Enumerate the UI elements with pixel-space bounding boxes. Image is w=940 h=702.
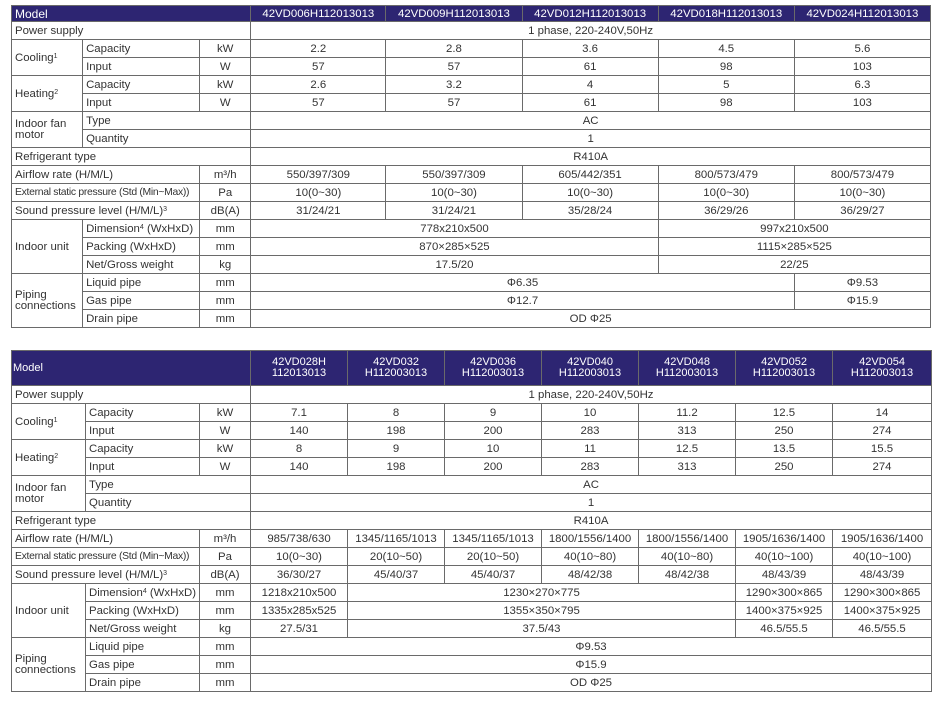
cell-value: 10(0~30) [658,184,794,202]
unit: mm [200,274,251,292]
cell-value: 1 [251,130,931,148]
cell-value: 57 [386,58,522,76]
row-label: Input [86,458,200,476]
cell-value: 1345/1165/1013 [445,530,542,548]
refrigerant-row [12,148,931,166]
row-label: Power supply [12,386,251,404]
row-label: Quantity [86,494,251,512]
cell-value: 103 [794,58,930,76]
cell-value: 48/42/38 [639,566,736,584]
sound-row [12,566,932,584]
cell-value: 12.5 [736,404,833,422]
group-label-piping: Piping connections [12,274,83,328]
model-name: 42VD040 H112003013 [542,351,639,386]
fan-type-row [12,112,931,130]
cell-value: 15.5 [833,440,932,458]
cell-value: OD Φ25 [251,310,931,328]
cell-value: 997x210x500 [658,220,930,238]
cell-value: 10(0~30) [251,184,386,202]
gas-pipe-row [12,292,931,310]
unit: m³/h [200,530,251,548]
row-label: Refrigerant type [12,512,251,530]
cell-value: 4.5 [658,40,794,58]
cell-value: 250 [736,458,833,476]
cell-value: 1800/1556/1400 [542,530,639,548]
cell-value: 274 [833,458,932,476]
liquid-pipe-row [12,274,931,292]
cell-value: 6.3 [794,76,930,94]
cell-value: 1905/1636/1400 [736,530,833,548]
model-name: 42VD054 H112003013 [833,351,932,386]
gas-pipe-row [12,656,932,674]
cell-value: 198 [348,458,445,476]
row-label: Sound pressure level $(H/M/L)^3$ [12,202,200,220]
fan-quantity-row [12,130,931,148]
liquid-pipe-row [12,638,932,656]
cell-value: AC [251,112,931,130]
cell-value: 10(0~30) [386,184,522,202]
cell-value: 313 [639,422,736,440]
cell-value: 35/28/24 [522,202,658,220]
row-label: Gas pipe [83,292,200,310]
cell-value: 9 [445,404,542,422]
cell-value: Φ12.7 [251,292,795,310]
cell-value: 1230×270×775 [348,584,736,602]
model-label: Model [12,6,251,22]
row-label: Power supply [12,22,251,40]
cell-value: AC [251,476,932,494]
cell-value: 283 [542,422,639,440]
group-label-heating: Heating$^2$ [12,76,83,112]
cell-value: 1400×375×925 [736,602,833,620]
cell-value: 12.5 [639,440,736,458]
fan-quantity-row [12,494,932,512]
row-label: Drain pipe [86,674,200,692]
cell-value: 7.1 [251,404,348,422]
model-name: 42VD052 H112003013 [736,351,833,386]
cooling-capacity-row [12,40,931,58]
cell-value: 57 [251,94,386,112]
row-label: Dimension$^4$ (WxHxD) [86,584,200,602]
unit: dB(A) [200,202,251,220]
cell-value: 10 [542,404,639,422]
spec-table-small-models [11,5,931,328]
cell-value: 250 [736,422,833,440]
cooling-input-row [12,422,932,440]
unit: mm [200,638,251,656]
fan-type-row [12,476,932,494]
cell-value: 40(10~80) [542,548,639,566]
cell-value: 140 [251,422,348,440]
cell-value: 46.5/55.5 [833,620,932,638]
cell-value: 550/397/309 [251,166,386,184]
cell-value: 10(0~30) [251,548,348,566]
airflow-row [12,166,931,184]
unit: dB(A) [200,566,251,584]
cell-value: 17.5/20 [251,256,658,274]
cell-value: 1218x210x500 [251,584,348,602]
cell-value: 11 [542,440,639,458]
cell-value: 1 phase, 220-240V,50Hz [251,22,931,40]
group-label-indoor-unit: Indoor unit [12,584,86,638]
model-name: 42VD006H112013013 [251,6,386,22]
cell-value: 1290×300×865 [833,584,932,602]
row-label: Airflow rate (H/M/L) [12,166,200,184]
cell-value: 1 phase, 220-240V,50Hz [251,386,932,404]
cell-value: 4 [522,76,658,94]
row-label: Capacity [86,440,200,458]
unit: kg [200,256,251,274]
cell-value: 57 [386,94,522,112]
weight-row [12,620,932,638]
row-label: Capacity [86,404,200,422]
model-name: 42VD018H112013013 [658,6,794,22]
cell-value: 46.5/55.5 [736,620,833,638]
cell-value: 36/29/27 [794,202,930,220]
cell-value: 48/43/39 [833,566,932,584]
unit: mm [200,584,251,602]
unit: m³/h [200,166,251,184]
unit: W [200,94,251,112]
cell-value: 45/40/37 [445,566,542,584]
packing-row [12,602,932,620]
row-label: Quantity [83,130,251,148]
cell-value: 985/738/630 [251,530,348,548]
cell-value: 13.5 [736,440,833,458]
row-label: Capacity [83,40,200,58]
cell-value: R410A [251,148,931,166]
cell-value: 40(10~80) [639,548,736,566]
power-supply-row [12,386,932,404]
cell-value: 11.2 [639,404,736,422]
cell-value: 37.5/43 [348,620,736,638]
cell-value: 9 [348,440,445,458]
cell-value: 36/30/27 [251,566,348,584]
cell-value: 313 [639,458,736,476]
cell-value: 31/24/21 [386,202,522,220]
row-label: Airflow rate (H/M/L) [12,530,200,548]
group-label-indoor-unit: Indoor unit [12,220,83,274]
cell-value: 8 [251,440,348,458]
cell-value: 550/397/309 [386,166,522,184]
unit: mm [200,220,251,238]
cell-value: Φ6.35 [251,274,795,292]
refrigerant-row [12,512,932,530]
cell-value: 1335x285x525 [251,602,348,620]
cell-value: 98 [658,58,794,76]
cell-value: 57 [251,58,386,76]
row-label: Net/Gross weight [86,620,200,638]
cell-value: 2.8 [386,40,522,58]
cell-value: Φ15.9 [794,292,930,310]
model-name: 42VD012H112013013 [522,6,658,22]
heating-input-row [12,94,931,112]
model-name: 42VD009H112013013 [386,6,522,22]
row-label: Packing (WxHxD) [86,602,200,620]
unit: mm [200,602,251,620]
unit: kW [200,76,251,94]
row-label: Input [86,422,200,440]
cell-value: 870×285×525 [251,238,658,256]
cell-value: 40(10~100) [833,548,932,566]
cell-value: 45/40/37 [348,566,445,584]
row-label: Refrigerant type [12,148,251,166]
row-label: Gas pipe [86,656,200,674]
row-label: Net/Gross weight [83,256,200,274]
packing-row [12,238,931,256]
cell-value: 10(0~30) [794,184,930,202]
cell-value: 5 [658,76,794,94]
group-label-cooling: Cooling$^1$ [12,40,83,76]
model-name: 42VD024H112013013 [794,6,930,22]
cell-value: OD Φ25 [251,674,932,692]
unit: Pa [200,184,251,202]
cell-value: 1355×350×795 [348,602,736,620]
group-label-heating: Heating$^2$ [12,440,86,476]
cell-value: 200 [445,422,542,440]
drain-pipe-row [12,310,931,328]
row-label: Drain pipe [83,310,200,328]
cell-value: 1345/1165/1013 [348,530,445,548]
heating-capacity-row [12,440,932,458]
model-name: 42VD028H 112013013 [251,351,348,386]
cell-value: 2.2 [251,40,386,58]
cell-value: 103 [794,94,930,112]
cell-value: 98 [658,94,794,112]
cell-value: 1 [251,494,932,512]
heating-capacity-row [12,76,931,94]
cell-value: 10(0~30) [522,184,658,202]
cooling-input-row [12,58,931,76]
row-label: Packing (WxHxD) [83,238,200,256]
cell-value: 22/25 [658,256,930,274]
unit: Pa [200,548,251,566]
cell-value: 800/573/479 [658,166,794,184]
airflow-row [12,530,932,548]
model-name: 42VD048 H112003013 [639,351,736,386]
cell-value: 20(10~50) [445,548,542,566]
spec-table-large-models [11,350,932,692]
model-label: Model [12,351,251,386]
dimension-row [12,584,932,602]
cell-value: 274 [833,422,932,440]
cell-value: 8 [348,404,445,422]
heating-input-row [12,458,932,476]
cell-value: 31/24/21 [251,202,386,220]
cell-value: 1905/1636/1400 [833,530,932,548]
unit: kW [200,40,251,58]
cooling-capacity-row [12,404,932,422]
row-label: Type [83,112,251,130]
cell-value: 1400×375×925 [833,602,932,620]
unit: W [200,58,251,76]
unit: mm [200,292,251,310]
unit: mm [200,656,251,674]
cell-value: 1290×300×865 [736,584,833,602]
cell-value: 61 [522,94,658,112]
unit: kW [200,440,251,458]
unit: W [200,458,251,476]
row-label: Type [86,476,251,494]
esp-row [12,184,931,202]
cell-value: 2.6 [251,76,386,94]
unit: kW [200,404,251,422]
row-label: External static pressure (Std (Min~Max)) [12,548,200,566]
model-header-row [12,6,931,22]
cell-value: 1800/1556/1400 [639,530,736,548]
cell-value: 61 [522,58,658,76]
cell-value: 20(10~50) [348,548,445,566]
cell-value: 27.5/31 [251,620,348,638]
row-label: Input [83,94,200,112]
unit: mm [200,674,251,692]
cell-value: 200 [445,458,542,476]
row-label: Dimension$^4$ (WxHxD) [83,220,200,238]
group-label-fan-motor: Indoor fan motor [12,112,83,148]
cell-value: R410A [251,512,932,530]
cell-value: 48/42/38 [542,566,639,584]
cell-value: 36/29/26 [658,202,794,220]
model-name: 42VD036 H112003013 [445,351,542,386]
model-header-row [12,351,932,386]
unit: W [200,422,251,440]
cell-value: 3.2 [386,76,522,94]
row-label: Sound pressure level $(H/M/L)^3$ [12,566,200,584]
cell-value: 10 [445,440,542,458]
cell-value: 40(10~100) [736,548,833,566]
cell-value: 778x210x500 [251,220,658,238]
drain-pipe-row [12,674,932,692]
group-label-cooling: Cooling$^1$ [12,404,86,440]
group-label-piping: Piping connections [12,638,86,692]
model-name: 42VD032 H112003013 [348,351,445,386]
unit: kg [200,620,251,638]
esp-row [12,548,932,566]
cell-value: 198 [348,422,445,440]
dimension-row [12,220,931,238]
row-label: External static pressure (Std (Min~Max)) [12,184,200,202]
cell-value: 283 [542,458,639,476]
cell-value: 605/442/351 [522,166,658,184]
cell-value: Φ9.53 [794,274,930,292]
cell-value: 5.6 [794,40,930,58]
cell-value: 48/43/39 [736,566,833,584]
cell-value: 1115×285×525 [658,238,930,256]
unit: mm [200,310,251,328]
group-label-fan-motor: Indoor fan motor [12,476,86,512]
power-supply-row [12,22,931,40]
cell-value: Φ9.53 [251,638,932,656]
cell-value: 14 [833,404,932,422]
row-label: Input [83,58,200,76]
weight-row [12,256,931,274]
cell-value: Φ15.9 [251,656,932,674]
cell-value: 800/573/479 [794,166,930,184]
sound-row [12,202,931,220]
cell-value: 3.6 [522,40,658,58]
row-label: Liquid pipe [83,274,200,292]
unit: mm [200,238,251,256]
row-label: Capacity [83,76,200,94]
cell-value: 140 [251,458,348,476]
row-label: Liquid pipe [86,638,200,656]
